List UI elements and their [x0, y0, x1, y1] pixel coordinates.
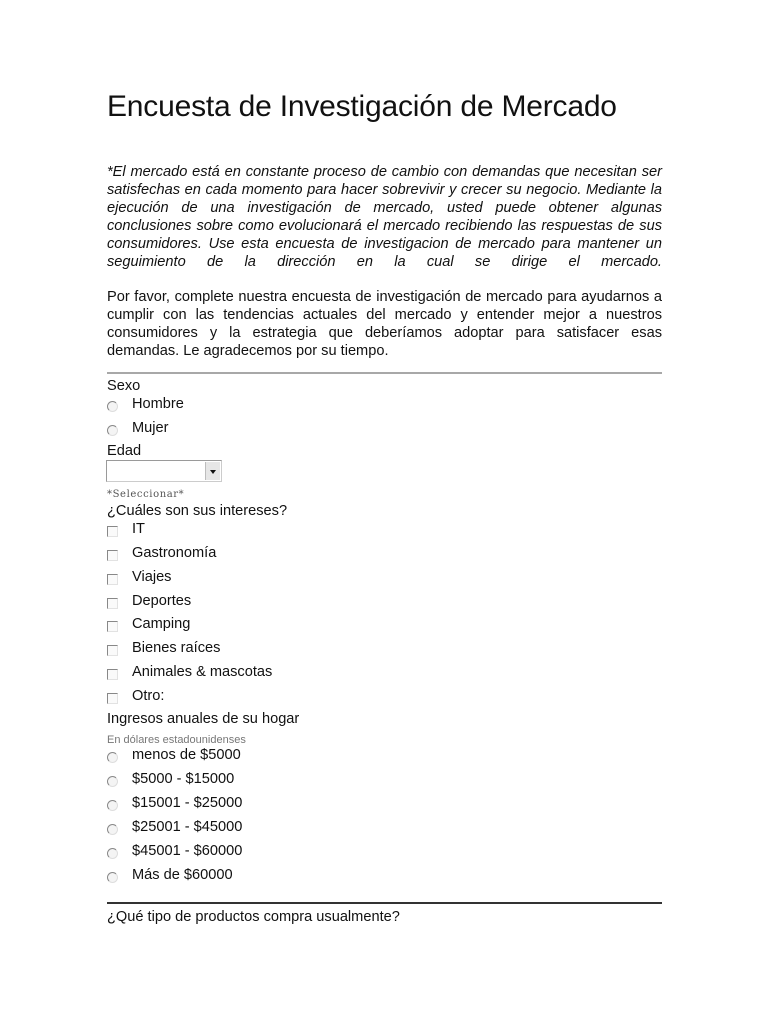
question-ingresos-label: Ingresos anuales de su hogar [107, 711, 300, 727]
radio-button[interactable] [107, 872, 118, 883]
question-productos-label: ¿Qué tipo de productos compra usualmente? [107, 909, 400, 925]
option-label: Animales & mascotas [132, 664, 273, 680]
option-label: $25001 - $45000 [132, 819, 243, 835]
radio-button[interactable] [107, 848, 118, 859]
option-label: Hombre [132, 396, 184, 412]
intro-line: consumidores. Use esta encuesta de investigacion de mercado para mantener un [107, 236, 662, 252]
option-label: $45001 - $60000 [132, 843, 243, 859]
intro-paragraph [107, 163, 662, 271]
question-intereses-label: ¿Cuáles son sus intereses? [107, 503, 288, 519]
option-label: Gastronomía [132, 545, 217, 561]
instructions-paragraph: Por favor, complete nuestra encuesta de investigación de mercado para ayudarnos a cumplir con las tendencias actuales del mercado y entender mejor a nuestros consumidores y la estrategia que deberíamos adoptar para satisfacer esas demandas. Le agradecemos por su tiempo. [107, 289, 662, 359]
checkbox[interactable] [107, 550, 118, 561]
intro-line: *El mercado está en constante proceso de cambio con demandas que necesitan ser [107, 164, 662, 180]
radio-button[interactable] [107, 800, 118, 811]
dropdown-button[interactable] [205, 462, 220, 480]
section-divider [107, 902, 662, 904]
intro-line: seguimiento de la dirección en la cual se dirige el mercado. [107, 254, 662, 270]
option-label: Mujer [132, 420, 169, 436]
option-label: Otro: [132, 688, 165, 704]
page-title: Encuesta de Investigación de Mercado [107, 90, 617, 123]
radio-button[interactable] [107, 776, 118, 787]
option-label: $15001 - $25000 [132, 795, 243, 811]
option-label: Camping [132, 616, 191, 632]
option-label: Más de $60000 [132, 867, 233, 883]
section-divider [107, 372, 662, 374]
checkbox[interactable] [107, 669, 118, 680]
radio-button[interactable] [107, 752, 118, 763]
radio-button[interactable] [107, 425, 118, 436]
checkbox[interactable] [107, 598, 118, 609]
question-edad-label: Edad [107, 443, 142, 459]
question-sexo-label: Sexo [107, 378, 141, 394]
edad-select[interactable] [106, 460, 222, 482]
option-label: menos de $5000 [132, 747, 241, 763]
checkbox[interactable] [107, 574, 118, 585]
intro-line: la ejecución de una investigación de mercado, usted puede obtener algunas [107, 182, 662, 216]
checkbox[interactable] [107, 621, 118, 632]
option-label: Viajes [132, 569, 172, 585]
chevron-down-icon [210, 470, 216, 474]
option-label: Deportes [132, 593, 192, 609]
option-label: $5000 - $15000 [132, 771, 235, 787]
checkbox[interactable] [107, 526, 118, 537]
intro-line: conclusiones sobre como evolucionará el mercado recibiendo las respuestas de sus [107, 218, 662, 234]
ingresos-hint: En dólares estadounidenses [107, 734, 246, 746]
option-label: IT [132, 521, 145, 537]
radio-button[interactable] [107, 401, 118, 412]
checkbox[interactable] [107, 645, 118, 656]
intro-line: satisfechas en cada momento para hacer sobrevivir y crecer su negocio. Mediante [107, 182, 647, 198]
radio-button[interactable] [107, 824, 118, 835]
edad-hint: *Seleccionar* [107, 489, 185, 500]
option-label: Bienes raíces [132, 640, 221, 656]
checkbox[interactable] [107, 693, 118, 704]
